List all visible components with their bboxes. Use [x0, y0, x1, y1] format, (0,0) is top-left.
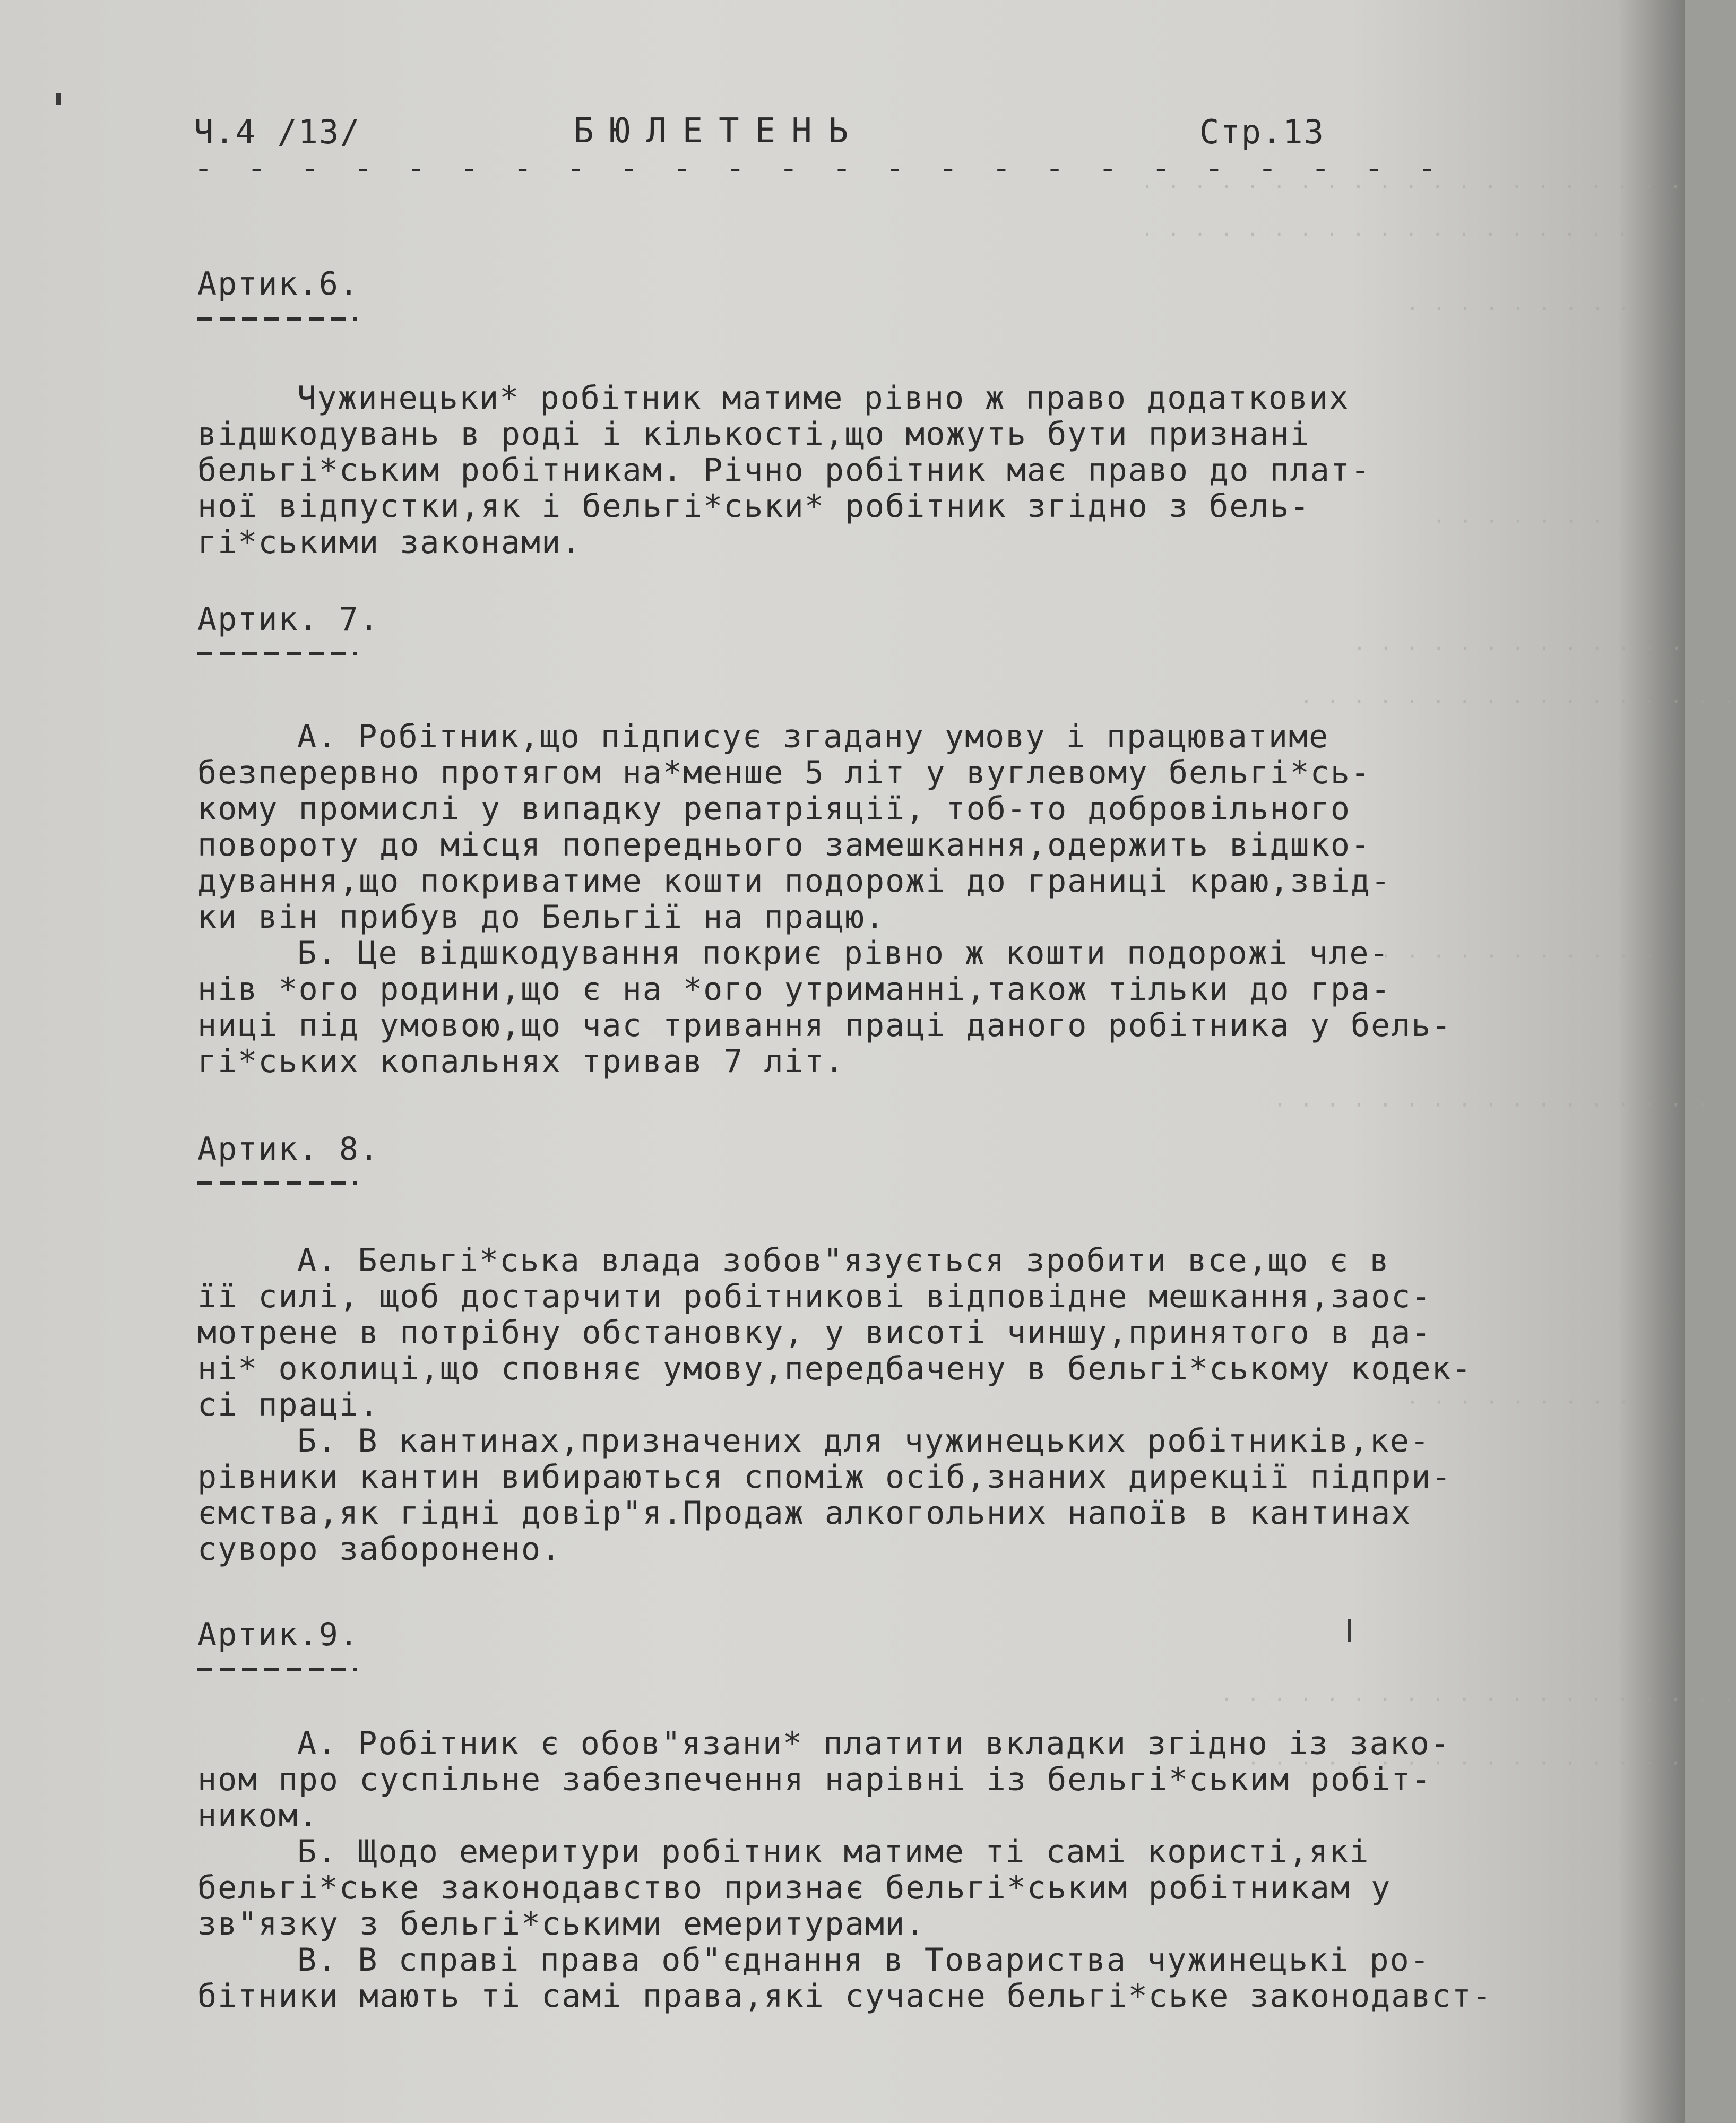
bleed-through: · · · · · · · · · · · · · · · · · · · ·	[1221, 1688, 1736, 1711]
paragraph-line: ки він прибув до Бельгії на працю.	[197, 899, 886, 936]
paragraph-line: нів *ого родини,що є на *ого утриманні,також тільки до гра-	[197, 971, 1392, 1008]
page-section-number: Ч.4 /13/	[194, 113, 361, 151]
bleed-through: · · · · · · · · · · · · · · · · · · · · ·	[1141, 175, 1682, 199]
paragraph-line: сі праці.	[197, 1386, 380, 1423]
paragraph-line: ниці під умовою,що час тривання праці даного робітника у бель-	[197, 1007, 1452, 1044]
heading-underline	[197, 652, 357, 655]
paragraph-line: кому промислі у випадку репатріяції, тоб-то добровільного	[197, 790, 1351, 827]
bleed-through: · · · · · · · · · · · · · · · · ·	[1300, 690, 1736, 713]
paragraph-line: Б. Це відшкодування покриє рівно ж кошти подорожі чле-	[297, 935, 1390, 972]
paragraph-line: ном про суспільне забезпечення нарівні із бельгі*ським робіт-	[197, 1761, 1432, 1798]
header-rule: - - - - - - - - - - - - - - - - - - - - - - - -	[194, 150, 1444, 187]
paragraph-line: бельгі*ським робітникам. Річно робітник має право до плат-	[197, 452, 1371, 489]
bleed-through: · · · · · · · · · · · · ·	[1353, 637, 1683, 660]
paragraph-line: Б. В кантинах,призначених для чужинецьких робітників,ке-	[297, 1422, 1430, 1460]
article-6-heading: Артик.6.	[197, 265, 359, 303]
bleed-through: · · · · · · · · · · · · · · · · · · ·	[1141, 223, 1630, 246]
paragraph-line: дування,що покриватиме кошти подорожі до границі краю,звід-	[197, 862, 1392, 900]
stray-mark	[1348, 1619, 1351, 1642]
paragraph-line: бітники мають ті самі права,які сучасне бельгі*ське законодавст-	[197, 1978, 1492, 2015]
heading-underline	[197, 317, 357, 321]
paragraph-line: ємства,як гідні довір"я.Продаж алкогольних напоїв в кантинах	[197, 1495, 1412, 1532]
paragraph-line: ні* околиці,що сповняє умову,передбачену в бельгі*ському кодек-	[197, 1350, 1472, 1387]
article-9-heading: Артик.9.	[197, 1616, 359, 1653]
paragraph-line: Чужинецьки* робітник матиме рівно ж право додаткових	[297, 379, 1350, 417]
paragraph-line: гі*ськими законами.	[197, 524, 582, 561]
paragraph-line: ником.	[197, 1797, 319, 1834]
paragraph-line: повороту до місця попереднього замешкання,одержить відшко-	[197, 826, 1371, 864]
stray-mark	[56, 93, 61, 105]
paragraph-line: гі*ських копальнях тривав 7 літ.	[197, 1043, 845, 1080]
bleed-through: · · · · · · · · ·	[1406, 297, 1631, 321]
paragraph-line: бельгі*ське законодавство признає бельгі*ським робітникам у	[197, 1869, 1392, 1906]
paragraph-line: рівники кантин вибираються споміж осіб,знаних дирекції підпри-	[197, 1459, 1452, 1496]
paragraph-line: А. Робітник,що підписує згадану умову і працюватиме	[297, 718, 1329, 755]
paragraph-line: відшкодувань в роді і кількості,що можуть бути признані	[197, 416, 1310, 453]
article-7-heading: Артик. 7.	[197, 601, 380, 638]
bleed-through: · · · · · · · · · · · · · · · · ·	[1274, 1093, 1709, 1117]
bleed-through: · · · · · · ·	[1433, 510, 1605, 533]
paragraph-line: ної відпустки,як і бельгі*ськи* робітник згідно з бель-	[197, 488, 1310, 525]
paragraph-line: В. В справі права об"єднання в Товариства чужинецькі ро-	[297, 1941, 1430, 1979]
paragraph-line: зв"язку з бельгі*ськими емеритурами.	[197, 1905, 926, 1943]
heading-underline	[197, 1181, 357, 1185]
page-number: Стр.13	[1199, 113, 1325, 151]
paragraph-line: безперервно протягом на*менше 5 літ у вуглевому бельгі*сь-	[197, 754, 1371, 791]
paragraph-line: суворо заборонено.	[197, 1531, 562, 1568]
bleed-through: · · · · · · · · · · ·	[1380, 945, 1657, 968]
paragraph-line: мотрене в потрібну обстановку, у висоті чиншу,принятого в да-	[197, 1314, 1432, 1351]
paragraph-line: А. Робітник є обов"язани* платити вкладки згідно із зако-	[297, 1725, 1451, 1762]
heading-underline	[197, 1668, 357, 1671]
paragraph-line: Б. Щодо емеритури робітник матиме ті самі користі,які	[297, 1833, 1370, 1870]
bleed-through: · · · · · · · · ·	[1406, 1391, 1631, 1414]
bleed-through: · · · · · · · · · · · · · · · · ·	[1247, 1751, 1683, 1775]
document-title: БЮЛЕТЕНЬ	[573, 111, 865, 151]
paragraph-line: А. Бельгі*ська влада зобов"язується зробити все,що є в	[297, 1242, 1390, 1279]
paragraph-line: її силі, щоб достарчити робітникові відповідне мешкання,заос-	[197, 1278, 1432, 1315]
article-8-heading: Артик. 8.	[197, 1130, 380, 1168]
